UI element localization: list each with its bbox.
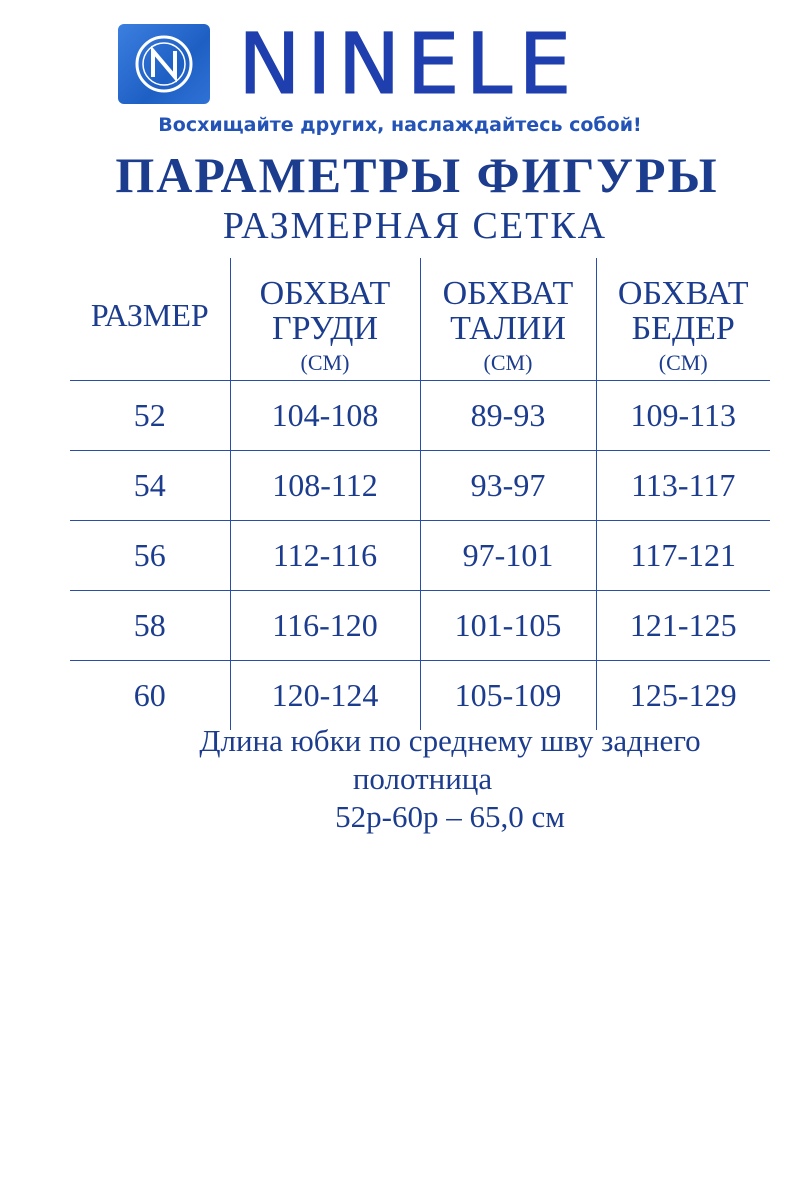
cell-hips: 117-121	[596, 521, 770, 591]
brand-tagline: Восхищайте других, наслаждайтесь собой!	[158, 114, 642, 136]
cell-hips: 125-129	[596, 661, 770, 731]
header-label: ТАЛИИ	[450, 310, 566, 348]
table-row	[70, 521, 770, 591]
note-line: Длина юбки по среднему шву заднего	[199, 723, 701, 758]
skirt-length-note	[0, 722, 800, 836]
n-monogram-icon	[118, 24, 210, 104]
cell-size: 52	[70, 381, 230, 451]
brand-name: NINELE	[238, 15, 578, 113]
header-unit: (СМ)	[658, 349, 708, 375]
page-title: ПАРАМЕТРЫ ФИГУРЫ	[115, 147, 719, 203]
cell-hips: 109-113	[596, 381, 770, 451]
header-label: ОБХВАТ	[442, 274, 574, 312]
cell-waist: 101-105	[420, 591, 596, 661]
page-subtitle: РАЗМЕРНАЯ СЕТКА	[222, 205, 608, 247]
header-unit: (СМ)	[300, 349, 350, 375]
header-size	[70, 258, 230, 381]
table-row	[70, 591, 770, 661]
cell-bust: 120-124	[230, 661, 420, 731]
header-bust	[230, 258, 420, 381]
cell-waist: 97-101	[420, 521, 596, 591]
cell-hips: 121-125	[596, 591, 770, 661]
cell-size: 60	[133, 677, 166, 713]
header-unit: (СМ)	[483, 349, 533, 375]
header-label: ОБХВАТ	[617, 274, 749, 312]
header-label: БЕДЕР	[631, 310, 735, 348]
cell-bust: 104-108	[230, 381, 420, 451]
header-label: ОБХВАТ	[259, 274, 391, 312]
cell-bust: 108-112	[230, 451, 420, 521]
table-row	[70, 381, 770, 451]
size-chart-table	[70, 258, 770, 730]
note-line: 52р-60р – 65,0 см	[335, 799, 565, 834]
table-row	[70, 661, 770, 731]
header-label: ГРУДИ	[271, 310, 379, 348]
cell-size: 54	[70, 451, 230, 521]
header-waist	[420, 258, 596, 381]
table-row	[70, 451, 770, 521]
table-header-row	[70, 258, 770, 381]
note-line: полотница	[352, 761, 493, 796]
header-label: РАЗМЕР	[90, 297, 209, 334]
cell-waist: 89-93	[420, 381, 596, 451]
cell-size: 56	[70, 521, 230, 591]
cell-size: 58	[70, 591, 230, 661]
brand-logo	[118, 15, 578, 113]
cell-waist: 105-109	[420, 661, 596, 731]
cell-hips: 113-117	[596, 451, 770, 521]
header-hips	[596, 258, 770, 381]
cell-bust: 116-120	[230, 591, 420, 661]
cell-waist: 93-97	[420, 451, 596, 521]
cell-bust: 112-116	[230, 521, 420, 591]
